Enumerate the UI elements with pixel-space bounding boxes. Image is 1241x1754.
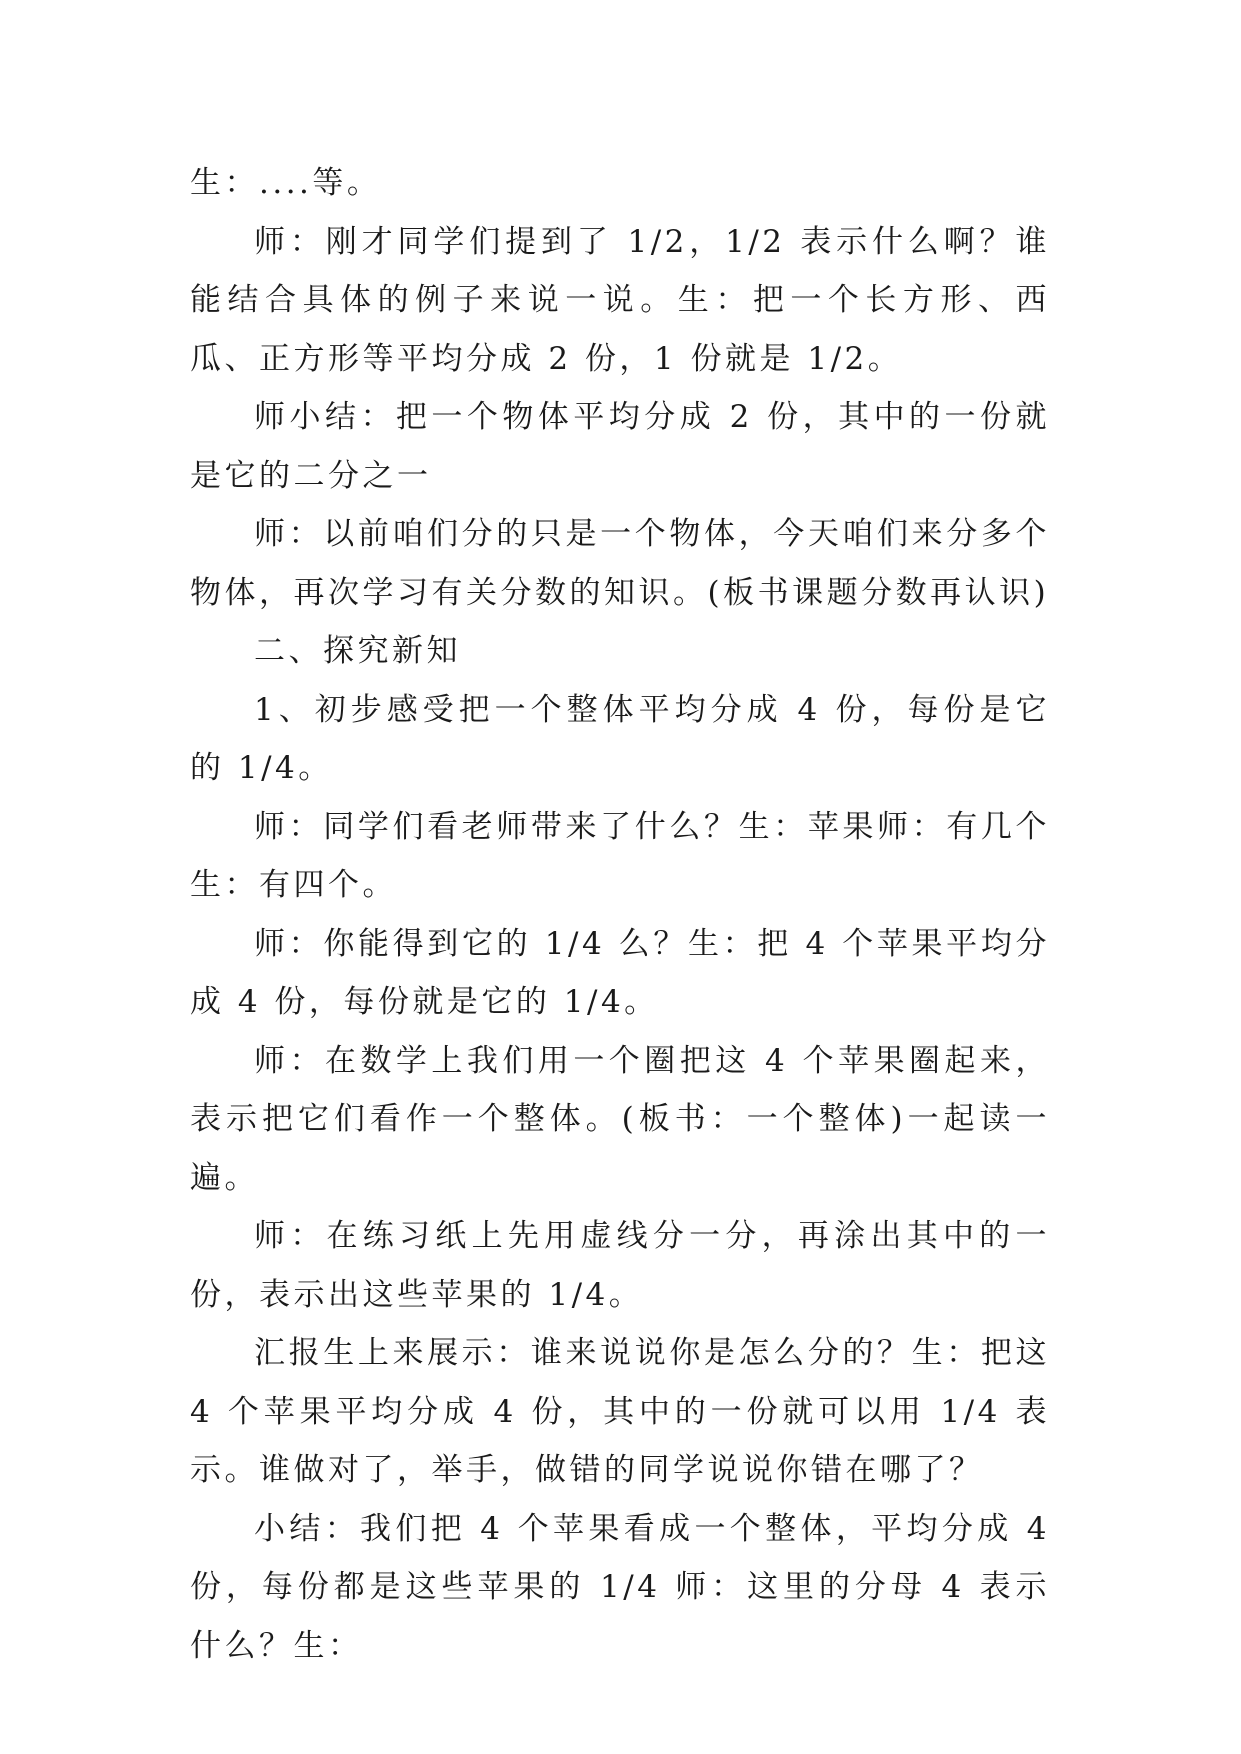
paragraph-6: 1、初步感受把一个整体平均分成 4 份，每份是它的 1/4。 [190,691,1050,786]
paragraph-7: 师：同学们看老师带来了什么？生：苹果师：有几个生：有四个。 [190,808,1050,903]
section-heading: 二、探究新知 [254,633,461,669]
paragraph-11: 汇报生上来展示：谁来说说你是怎么分的？生：把这 4 个苹果平均分成 4 份，其中的一份就可以用 1/4 表示。谁做对了，举手，做错的同学说说你错在哪了？ [190,1335,1050,1488]
paragraph-9: 师：在数学上我们用一个圈把这 4 个苹果圈起来，表示把它们看作一个整体。(板书：一个整体)一起读一遍。 [190,1042,1050,1196]
paragraph-2: 师：刚才同学们提到了 1/2，1/2 表示什么啊？谁能结合具体的例子来说一说。生：把一个长方形、西瓜、正方形等平均分成 2 份，1 份就是 1/2。 [190,223,1050,377]
paragraph-1: 生：....等。 [190,165,382,201]
paragraph-8: 师：你能得到它的 1/4 么？生：把 4 个苹果平均分成 4 份，每份就是它的 1/4。 [190,925,1050,1020]
document-body [190,154,1050,1675]
paragraph-12: 小结：我们把 4 个苹果看成一个整体，平均分成 4 份，每份都是这些苹果的 1/4 师：这里的分母 4 表示什么？生： [190,1510,1050,1664]
paragraph-3: 师小结：把一个物体平均分成 2 份，其中的一份就是它的二分之一 [190,399,1050,494]
paragraph-10: 师：在练习纸上先用虚线分一分，再涂出其中的一份，表示出这些苹果的 1/4。 [190,1218,1050,1313]
paragraph-4: 师：以前咱们分的只是一个物体，今天咱们来分多个物体，再次学习有关分数的知识。(板书课题分数再认识) [190,516,1050,611]
